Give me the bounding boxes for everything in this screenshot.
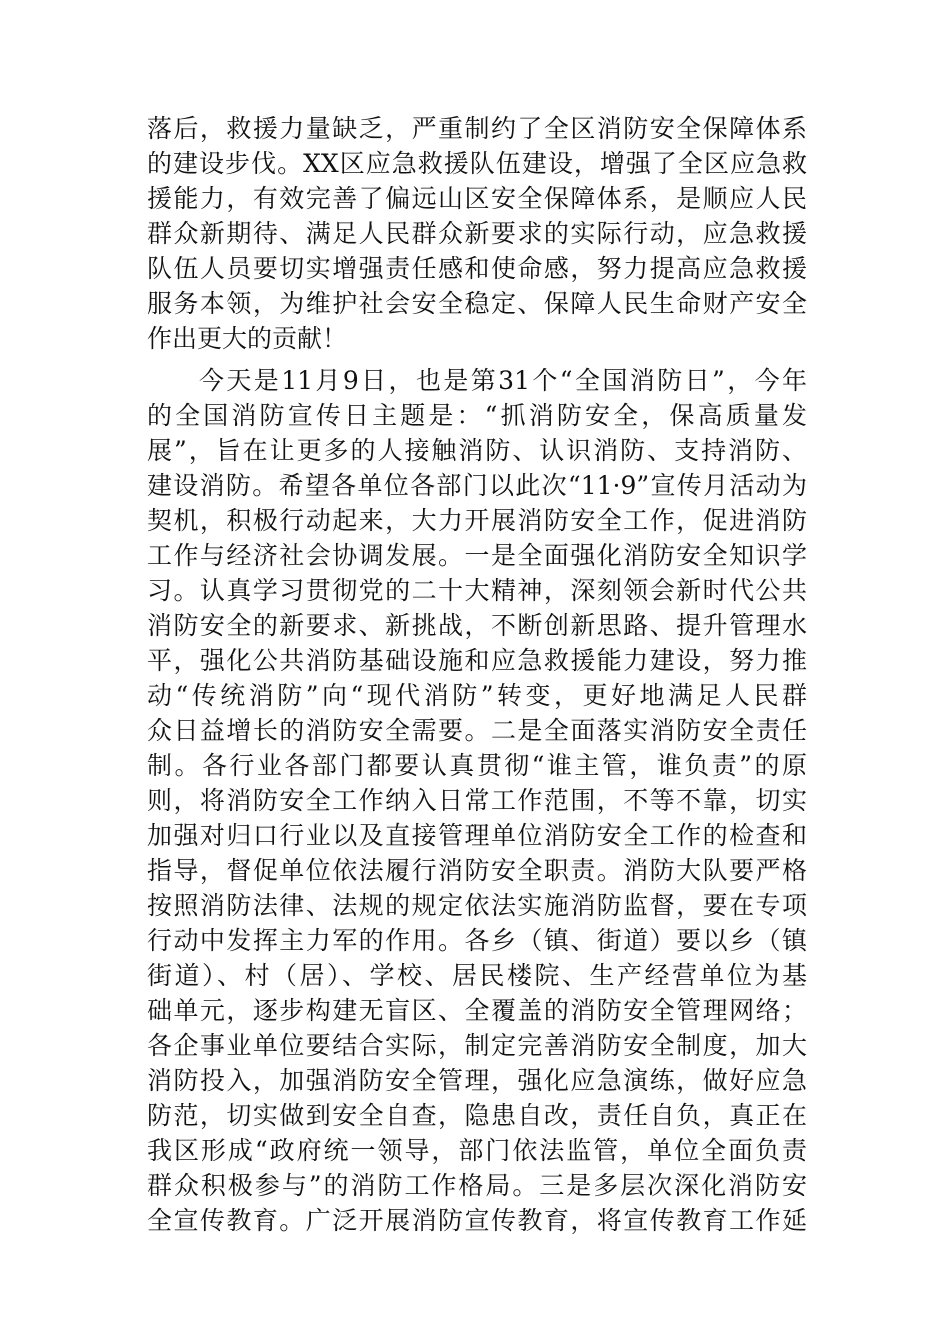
text-line: 建设消防。希望各单位各部门以此次“11·9”宣传月活动为 bbox=[147, 471, 807, 500]
text-line: 行动中发挥主力军的作用。各乡（镇、街道）要以乡（镇 bbox=[147, 926, 807, 955]
text-line: 按照消防法律、法规的规定依法实施消防监督，要在专项 bbox=[147, 891, 807, 920]
text-line: 援能力，有效完善了偏远山区安全保障体系，是顺应人民 bbox=[147, 184, 807, 213]
text-line: 群众新期待、满足人民群众新要求的实际行动，应急救援 bbox=[147, 219, 807, 248]
text-line: 队伍人员要切实增强责任感和使命感，努力提高应急救援 bbox=[147, 254, 807, 283]
text-line: 街道）、村（居）、学校、居民楼院、生产经营单位为基 bbox=[147, 961, 807, 990]
text-line: 动“传统消防”向“现代消防”转变，更好地满足人民群 bbox=[147, 681, 807, 710]
text-line: 消防投入，加强消防安全管理，强化应急演练，做好应急 bbox=[147, 1066, 807, 1095]
text-line: 全宣传教育。广泛开展消防宣传教育，将宣传教育工作延 bbox=[147, 1206, 807, 1235]
text-line: 则，将消防安全工作纳入日常工作范围，不等不靠，切实 bbox=[147, 786, 807, 815]
text-line: 加强对归口行业以及直接管理单位消防安全工作的检查和 bbox=[147, 821, 807, 850]
text-line: 的全国消防宣传日主题是：“抓消防安全，保高质量发 bbox=[147, 401, 807, 430]
text-line: 制。各行业各部门都要认真贯彻“谁主管，谁负责”的原 bbox=[147, 751, 807, 780]
text-line: 落后，救援力量缺乏，严重制约了全区消防安全保障体系 bbox=[147, 114, 807, 143]
text-line: 防范，切实做到安全自查，隐患自改，责任自负，真正在 bbox=[147, 1101, 807, 1130]
text-line: 我区形成“政府统一领导，部门依法监管，单位全面负责 bbox=[147, 1136, 807, 1165]
text-line: 群众积极参与”的消防工作格局。三是多层次深化消防安 bbox=[147, 1171, 807, 1200]
text-line: 工作与经济社会协调发展。一是全面强化消防安全知识学 bbox=[147, 541, 807, 570]
text-line: 众日益增长的消防安全需要。二是全面落实消防安全责任 bbox=[147, 716, 807, 745]
text-line: 服务本领，为维护社会安全稳定、保障人民生命财产安全 bbox=[147, 289, 807, 318]
text-line: 的建设步伐。XX区应急救援队伍建设，增强了全区应急救 bbox=[147, 149, 807, 178]
text-line: 指导，督促单位依法履行消防安全职责。消防大队要严格 bbox=[147, 856, 807, 885]
text-line: 平，强化公共消防基础设施和应急救援能力建设，努力推 bbox=[147, 646, 807, 675]
text-line: 习。认真学习贯彻党的二十大精神，深刻领会新时代公共 bbox=[147, 576, 807, 605]
text-line: 作出更大的贡献！ bbox=[147, 324, 348, 353]
paragraph-first-line: 今天是11月9日，也是第31个“全国消防日”，今年 bbox=[199, 366, 807, 395]
text-line: 展”，旨在让更多的人接触消防、认识消防、支持消防、 bbox=[147, 436, 807, 465]
text-line: 消防安全的新要求、新挑战，不断创新思路、提升管理水 bbox=[147, 611, 807, 640]
text-line: 契机，积极行动起来，大力开展消防安全工作，促进消防 bbox=[147, 506, 807, 535]
text-line: 础单元，逐步构建无盲区、全覆盖的消防安全管理网络； bbox=[147, 996, 807, 1025]
text-line: 各企事业单位要结合实际，制定完善消防安全制度，加大 bbox=[147, 1031, 807, 1060]
